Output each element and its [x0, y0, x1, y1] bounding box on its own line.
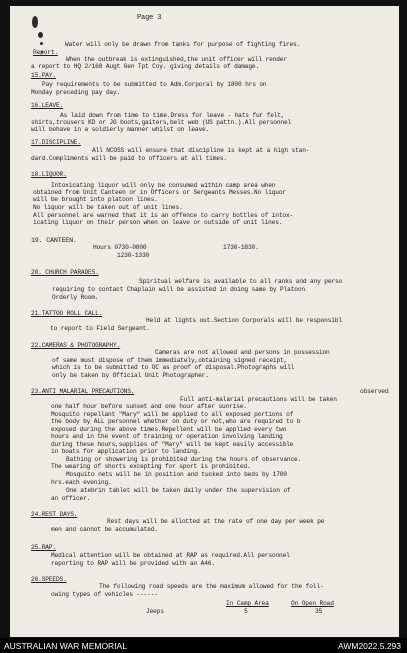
body-line: owing types of vehicles ------ — [51, 591, 158, 598]
table-cell: Jeeps — [146, 608, 164, 615]
footer-source: AUSTRALIAN WAR MEMORIAL — [4, 641, 127, 651]
body-line: One atebrin tablet will be taken daily under the supervision of — [66, 487, 291, 494]
subheading: Report. — [33, 49, 58, 56]
table-header: On Open Road — [291, 600, 334, 607]
footer-bar — [0, 638, 407, 653]
body-line: When the outbreak is extinguished,the unit officer will render — [66, 56, 287, 63]
body-line: Monday preceding pay day. — [31, 89, 121, 96]
body-line: Orderly Room. — [52, 294, 99, 301]
body-line: No liquor will be taken out of unit lines. — [33, 204, 183, 211]
body-line: during these hours,supplies of "Mary" will be kept easily accessible — [51, 441, 294, 448]
document-page — [10, 6, 399, 637]
body-line: Hours 0730-0800 — [93, 244, 147, 251]
body-line: Bathing or showering is prohibited during the hours of observance. — [66, 456, 302, 463]
body-line: Intoxicating liquor will only be consumed within camp area when — [51, 182, 276, 189]
footer-reference: AWM2022.5.293 — [338, 641, 401, 651]
body-line: icating liquor on their person when on leave or outside of unit lines. — [33, 219, 283, 226]
body-line: Medical attention will be obtained at RAP as required.All personnel — [51, 552, 290, 559]
table-header: In Camp Area — [226, 600, 269, 607]
body-line: exposed during the above times.Repellent will be applied every two — [51, 426, 287, 433]
body-line: obtained from Unit Canteen or in Officers or Sergeants Messes.No liquor — [33, 189, 286, 196]
body-line: of same must dispose of them immediately,obtaining signed receipt, — [52, 357, 288, 364]
body-line: will be brought into platoon lines. — [33, 196, 158, 203]
body-line: The wearing of shorts excepting for sport is prohibited. — [51, 463, 251, 470]
body-line: hrs.each evening. — [51, 479, 112, 486]
section-heading: 17.DISCIPLINE. — [31, 139, 81, 146]
body-line: 1230-1330 — [117, 252, 150, 259]
body-line: All NCOSS will ensure that discipline is kept at a high stan- — [92, 147, 310, 154]
body-line: The following road speeds are the maximum allowed for the foll- — [99, 583, 324, 590]
body-line: Held at lights out.Section Corporals will be responsibl — [146, 317, 342, 324]
body-line: Spiritual welfare is available to all ranks and any perso — [139, 278, 343, 285]
body-line: will behave in a soldierly manner whilst on leave. — [31, 126, 210, 133]
section-heading: 19. CANTEEN. — [31, 237, 77, 244]
body-line: observed — [360, 388, 389, 395]
body-line: Pay requirements to be submitted to Adm.Corporal by 1800 hrs on — [42, 81, 267, 88]
body-line: Mosquito nets will be in position and tucked into beds by 1700 — [66, 471, 287, 478]
body-line: to report to Field Sergeant. — [50, 325, 150, 332]
body-line: in boats for application prior to landing. — [51, 448, 201, 455]
body-line: As laid down from time to time.Dress for leave - hats fur felt, — [60, 112, 285, 119]
ink-blot — [32, 16, 38, 28]
body-line: shirts,trousers KD or JG boots,gaiters,belt web (US pattn.).All personnel — [31, 119, 292, 126]
table-cell: 5 — [244, 608, 248, 615]
page-number: Page 3 — [137, 14, 162, 22]
body-line: Mosquito repellant "Mary" will be applied to all exposed portions of — [51, 411, 294, 418]
section-heading: 20. CHURCH PARADES. — [31, 269, 99, 276]
body-line: men and cannot be accumulated. — [51, 526, 158, 533]
section-heading: 15.PAY. — [31, 72, 56, 79]
section-heading: 25.RAP. — [31, 544, 56, 551]
body-line: Water will only be drawn from tanks for purpose of fighting fires. — [65, 41, 301, 48]
ink-blot — [40, 42, 43, 45]
body-line: hours and in the event of training or operation involving landing — [51, 433, 283, 440]
table-cell: 35 — [315, 608, 323, 615]
section-heading: 21.TATTOO ROLL CALL. — [31, 310, 103, 317]
body-line: All personnel are warned that it is an offence to carry bottles of intox- — [33, 212, 294, 219]
body-line: one half hour before sunset and one hour after sunrise. — [51, 403, 247, 410]
body-line: which is to be submitted to OC as proof of disposal.Photographs will — [52, 364, 295, 371]
section-heading: 23.ANTI MALARIAL PRECAUTIONS. — [31, 388, 135, 395]
body-line: only be taken by Official Unit Photographer. — [52, 372, 209, 379]
body-line: Full anti-malarial precautions will be taken — [180, 396, 337, 403]
body-line: requiring to contact Chaplain will be assisted in doing same by Platoon — [52, 286, 305, 293]
body-line: an officer. — [51, 495, 91, 502]
body-line: Rest days will be allotted at the rate of one day per week pe — [107, 518, 325, 525]
section-heading: 26.SPEEDS. — [31, 576, 67, 583]
body-line: dard.Compliments will be paid to officers at all times. — [31, 155, 227, 162]
body-line: the body by ALL personnel whether on duty or not,who are required to b — [51, 418, 301, 425]
section-heading: 16.LEAVE. — [31, 102, 64, 109]
body-line: Cameras are not allowed and persons in possession — [155, 349, 330, 356]
body-line: reporting to RAP will be provided with an A46. — [51, 560, 215, 567]
section-heading: 18.LIQUOR. — [31, 171, 67, 178]
ink-blot — [38, 32, 43, 38]
body-line: 1730-1830. — [223, 244, 259, 251]
section-heading: 24.REST DAYS. — [31, 511, 78, 518]
body-line: a report to HQ 2/168 Augt Gen Tpt Coy. giving details of damage. — [31, 63, 260, 70]
section-heading: 22.CAMERAS & PHOTOGRAPHY. — [31, 342, 121, 349]
